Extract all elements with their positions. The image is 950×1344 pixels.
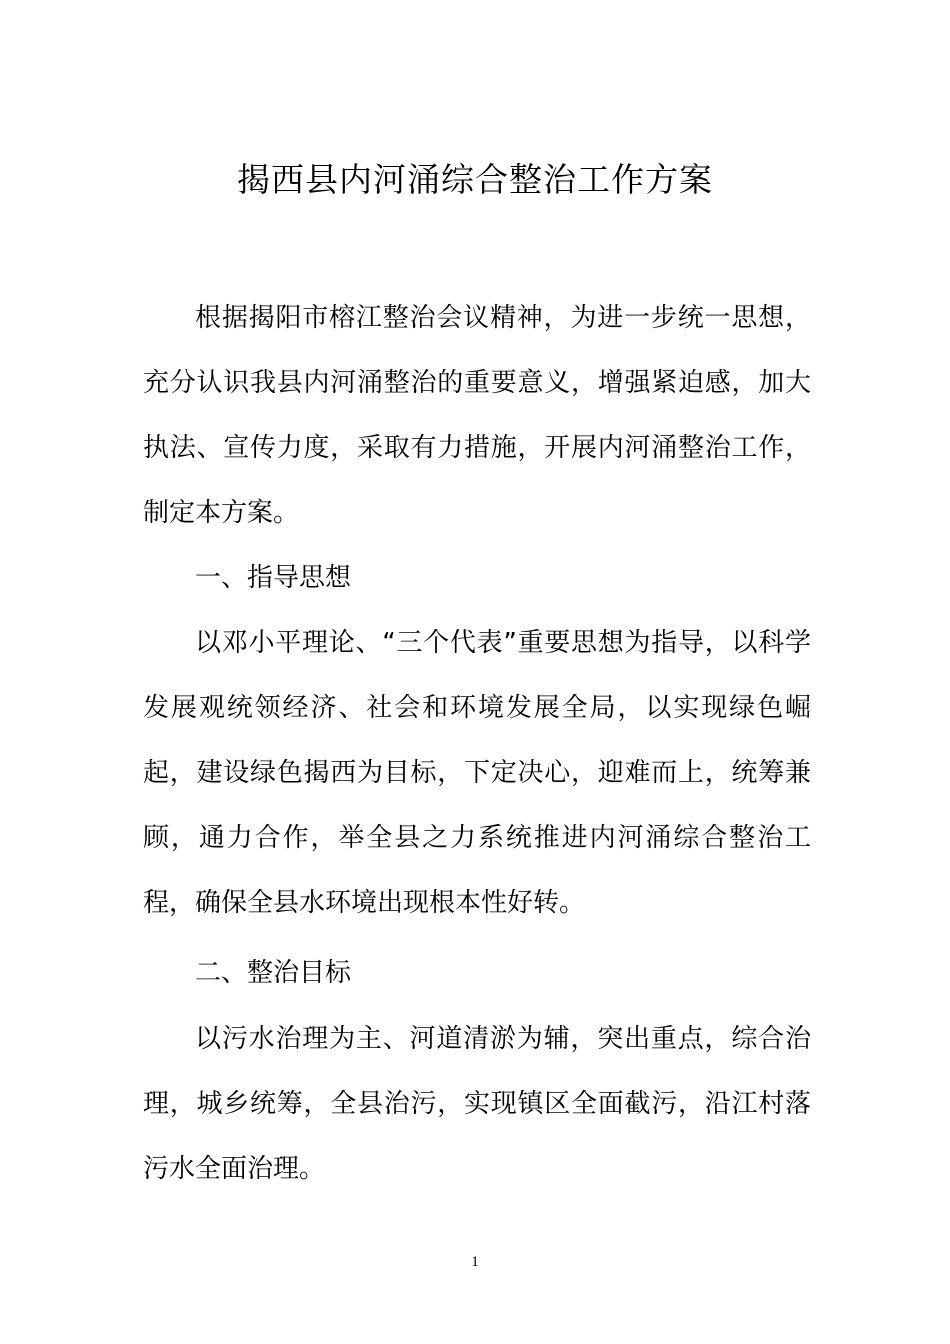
document-title: 揭西县内河涌综合整治工作方案 — [237, 160, 713, 199]
intro-paragraph: 根据揭阳市榕江整治会议精神，为进一步统一思想，充分认识我县内河涌整治的重要意义，增强紧迫感，加大执法、宣传力度，采取有力措施，开展内河涌整治工作，制定本方案。 — [143, 303, 811, 528]
section-heading-goals: 二、整治目标 — [195, 958, 352, 988]
section-heading-guiding-ideology: 一、指导思想 — [195, 563, 352, 593]
guiding-ideology-paragraph: 以邓小平理论、“三个代表”重要思想为指导，以科学发展观统领经济、社会和环境发展全局，以实现绿色崛起，建设绿色揭西为目标，下定决心，迎难而上，统筹兼顾，通力合作，举全县之力系统推进内河涌综合整治工程，确保全县水环境出现根本性好转。 — [143, 628, 811, 918]
page-number: 1 — [471, 1254, 479, 1270]
goals-paragraph: 以污水治理为主、河道清淤为辅，突出重点，综合治理，城乡统筹，全县治污，实现镇区全面截污，沿江村落污水全面治理。 — [143, 1024, 811, 1184]
